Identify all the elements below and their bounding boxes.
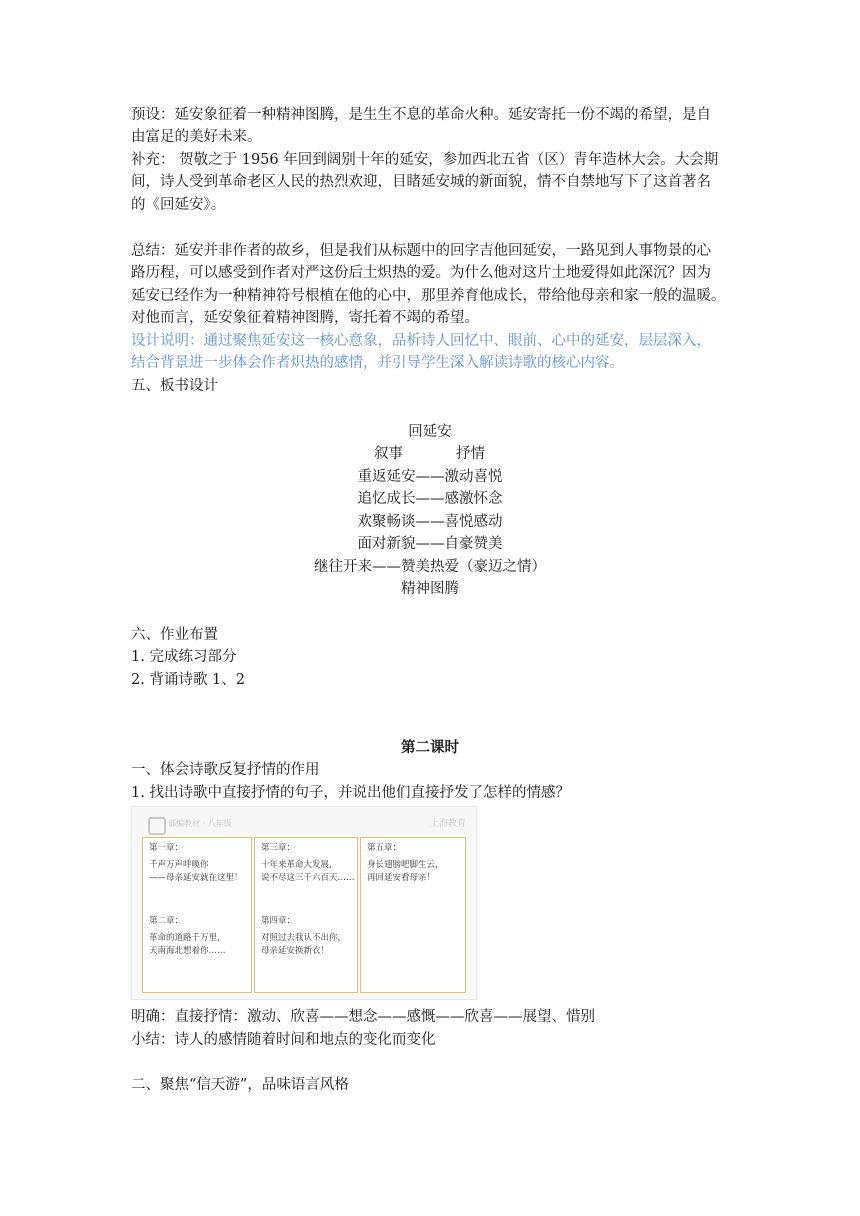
summary-text: 小结：诗人的感情随着时间和地点的变化而变化: [131, 1032, 436, 1048]
slide-image: [131, 806, 477, 1000]
chapter-line: 说不尽这三千六百天……: [261, 873, 355, 883]
lesson-title: 第二课时: [401, 739, 459, 756]
chapter-box-5: [360, 837, 466, 993]
board-row: 追忆成长——感激怀念: [357, 491, 503, 507]
chapter-title: 第五章：: [367, 843, 402, 853]
board-col-left: 叙事: [374, 446, 403, 462]
clarify-text: 明确：直接抒情：激动、欣喜——想念——感慨——欣喜——展望、惜别: [131, 1009, 595, 1025]
brand-watermark: 上海教育: [429, 819, 466, 829]
board-col-right: 抒情: [456, 446, 485, 462]
list-item: 1. 完成练习部分: [131, 649, 237, 665]
board-footer: 精神图腾: [401, 581, 459, 597]
board-row: 重返延安——激动喜悦: [357, 469, 503, 485]
summary-text: 延安已经作为一种精神符号根植在他的心中，那里养育他成长，带给他母亲和家一般的温暖。: [131, 288, 726, 304]
supplement-text: 间，诗人受到革命老区人民的热烈欢迎，目睹延安城的新面貌，情不自禁地写下了这首著名: [131, 174, 711, 190]
chapter-box-3-4: [254, 837, 358, 993]
summary-text: 路历程，可以感受到作者对严这份后土炽热的爱。为什么他对这片土地爱得如此深沉？因为: [131, 265, 711, 281]
design-note: 设计说明：通过聚焦延安这一核心意象，品析诗人回忆中、眼前、心中的延安，层层深入，: [131, 333, 711, 349]
board-row: 面对新貌——自豪赞美: [357, 536, 503, 552]
chapter-box-1-2: [142, 837, 252, 993]
section-heading: 六、作业布置: [131, 627, 218, 643]
board-row: 继往开来——赞美热爱（豪迈之情）: [314, 559, 546, 575]
chapter-title: 第四章：: [261, 916, 296, 926]
preset-text: 由富足的美好未来。: [131, 129, 262, 145]
section-heading: 一、体会诗歌反复抒情的作用: [131, 762, 320, 778]
logo-text: 部编教材 · 八年级: [168, 819, 232, 828]
chapter-title: 第二章：: [149, 916, 184, 926]
chapter-line: 千声万声呼唤你: [149, 860, 209, 870]
chapter-line: ——母亲延安就在这里！: [149, 873, 243, 883]
chapter-line: 革命的道路千万里，: [149, 933, 226, 943]
supplement-text: 的《回延安》。: [131, 197, 226, 213]
question-text: 1. 找出诗歌中直接抒情的句子，并说出他们直接抒发了怎样的情感？: [131, 785, 570, 801]
section-heading: 五、板书设计: [131, 378, 218, 394]
chapter-title: 第三章：: [261, 843, 296, 853]
preset-text: 预设：延安象征着一种精神图腾，是生生不息的革命火种。延安寄托一份不竭的希望，是自: [131, 107, 711, 123]
supplement-text: 补充： 贺敬之于 1956 年回到阔别十年的延安，参加西北五省（区）青年造林大会。大会期: [131, 152, 719, 168]
design-note: 结合背景进一步体会作者炽热的感情，并引导学生深入解读诗歌的核心内容。: [131, 355, 624, 371]
board-row: 欢聚畅谈——喜悦感动: [357, 514, 503, 530]
chapter-line: 对照过去我认不出你，: [261, 933, 347, 943]
chapter-line: 再回延安看母亲！: [367, 873, 436, 883]
chapter-line: 母亲延安换新衣！: [261, 946, 330, 956]
chapter-line: 天南海北想着你……: [149, 946, 226, 956]
section-heading: 二、聚焦“信天游”，品味语言风格: [131, 1077, 349, 1093]
summary-text: 总结：延安并非作者的故乡，但是我们从标题中的回字吉他回延安，一路见到人事物景的心: [131, 243, 711, 259]
chapter-line: 十年来革命大发展，: [261, 860, 338, 870]
chapter-title: 第一章：: [149, 843, 184, 853]
publisher-logo-icon: [148, 817, 166, 835]
board-title: 回延安: [408, 424, 452, 440]
chapter-line: 身长翅膀吧脚生云，: [367, 860, 444, 870]
summary-text: 对他而言，延安象征着精神图腾，寄托着不竭的希望。: [131, 310, 479, 326]
list-item: 2. 背诵诗歌 1、2: [131, 672, 246, 688]
